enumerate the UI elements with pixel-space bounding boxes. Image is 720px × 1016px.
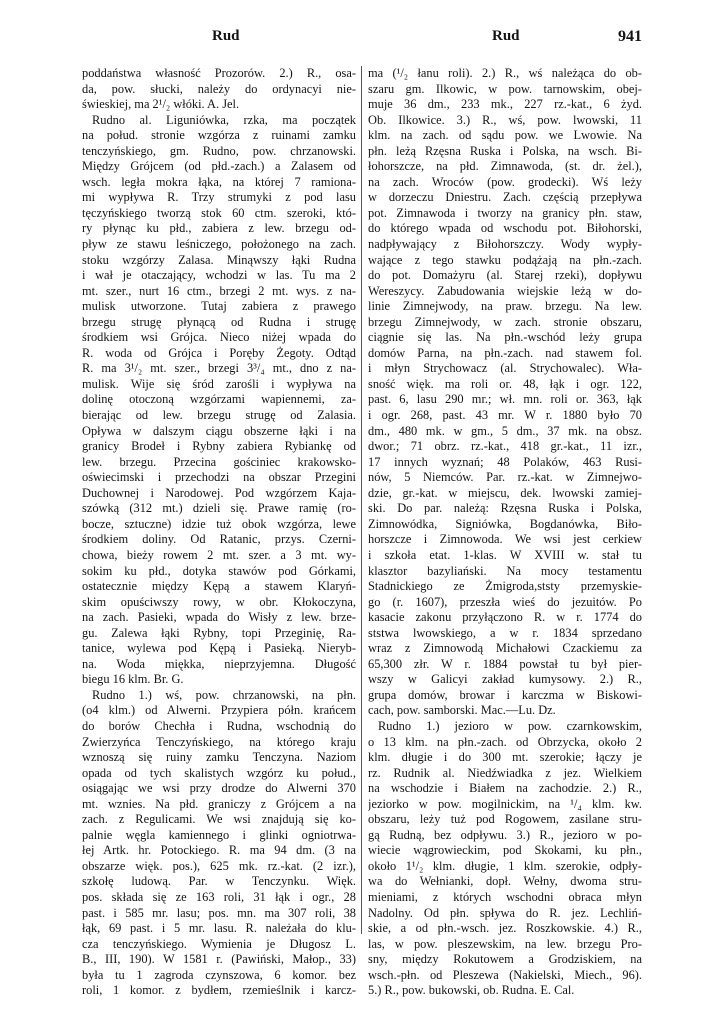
text-line: mulisk utworzone. Tutaj zabiera z prawego: [82, 299, 356, 314]
text-line: gu. Zalewa łąki Rybny, topi Przeginię, Ra-: [82, 625, 356, 640]
text-line: grupa domów, browar i karczma w Biskowi-: [368, 687, 642, 702]
text-line: muje 36 dm., 233 mk., 227 rz.-kat., 6 żyd.: [368, 97, 642, 112]
text-line: mulisk. Wije się śród zarośli i wypływa na: [82, 376, 356, 391]
text-line: wsch.-płn. od Pleszewa (Nakielski, Miech., 96).: [368, 967, 642, 982]
page-number: 941: [618, 28, 642, 45]
page-header: [82, 28, 642, 50]
text-line: wające z tego stawku podążają na płn.-zach.: [368, 252, 642, 267]
text-line: Stadnickiego ze Żmigroda,ststy przemyskie-: [368, 579, 642, 594]
text-line: Rudno 1.) jezioro w pow. czarnkowskim,: [378, 718, 642, 733]
text-line: pływ ze stawu leśniczego, położonego na zach.: [82, 237, 356, 252]
text-line: past. i 585 mr. lasu; pos. mn. ma 307 roli, 38: [82, 905, 356, 920]
text-line: obszarze więk. pos.), 625 mk. rz.-kat. (2 izr.),: [82, 858, 356, 873]
text-line: gą Rudną, bez odpływu. 3.) R., jezioro w po-: [368, 827, 642, 842]
text-line: Duchownej i Narodowej. Pod wzgórzem Kaja-: [82, 485, 356, 500]
text-line: tenczyńskiego, gm. Rudno, pow. chrzanowski.: [82, 143, 356, 158]
text-line: nów, 5 Niemców. Par. rz.-kat. w Zimnejwo-: [368, 470, 642, 485]
text-line: zach. z Regulicami. We wsi znajdują się ko-: [82, 812, 356, 827]
right-column: [368, 66, 642, 999]
text-line: mt. szer., nurt 16 ctm., brzegi 2 mt. wys. z na-: [82, 283, 356, 298]
text-line: bierając od lew. brzegu strugę od Zalasia.: [82, 408, 356, 423]
text-line: Nadolny. Od płn. spływa do R. jez. Lechliń-: [368, 905, 642, 920]
text-line: na połud. stronie wzgórza z ruinami zamku: [82, 128, 356, 143]
text-line: Rudno al. Liguniówka, rzka, ma początek: [92, 112, 356, 127]
text-line: horszcze i Zimnowoda. We wsi jest cerkiew: [368, 532, 642, 547]
text-line: poddaństwa własność Prozorów. 2.) R., osa-: [82, 66, 356, 80]
text-line: linie Zimnejwody, na praw. brzegu. Na lew.: [368, 299, 642, 314]
text-line: pot. Zimnawoda i tworzy na granicy płn. staw,: [368, 205, 642, 220]
text-line: las, w pow. pleszewskim, na lew. brzegu Pro-: [368, 936, 642, 951]
text-line: Zimnowódka, Signiówka, Bogdanówka, Biło-: [368, 516, 642, 531]
text-line: Ob. Ilkowice. 3.) R., wś, pow. lwowski, 11: [368, 112, 642, 127]
text-line: wszy w Galicyi zakład kumysowy. 2.) R.,: [368, 672, 642, 687]
text-line: wa do Wełnianki, dopł. Wełny, dwoma stru-: [368, 874, 642, 889]
text-line: R. woda od Grójca i Poręby Żegoty. Odtąd: [82, 345, 356, 360]
text-line: pos. składa się ze 163 roli, 31 łąk i ogr., 28: [82, 889, 356, 904]
text-line: i wał je otaczający, wchodzi w las. Tu ma 2: [82, 268, 356, 283]
text-line: łohorszcze, na płd. Zimnawoda, (st. dr. żel.),: [368, 159, 642, 174]
text-line: R. ma 3¹/₂ mt. szer., brzegi 3³/₄ mt., dno z na-: [82, 361, 356, 376]
column-divider: [361, 66, 362, 934]
running-head-right: Rud: [492, 28, 520, 44]
text-line: i młyn Strychowacz (al. Strychowalec). Wła-: [368, 361, 642, 376]
text-line: brzegu strugę płynącą od Rudna i strugę: [82, 314, 356, 329]
text-line: da, pow. słucki, należy do ordynacyi nie-: [82, 81, 356, 96]
text-line: 5.) R., pow. bukowski, ob. Rudna. E. Cal.: [368, 983, 575, 998]
text-line: nadpływający z Biłohorszczy. Wody wypły-: [368, 237, 642, 252]
text-line: 17 innych wyznań; 48 Polaków, 463 Rusi-: [368, 454, 642, 469]
text-line: opada od tych skalistych wzgórz ku połud.,: [82, 765, 356, 780]
text-line: B., III, 190). W 1581 r. (Pawiński, Małop., 33): [82, 952, 356, 967]
text-line: palnie węgla kamiennego i glinki ogniotrwa-: [82, 827, 356, 842]
text-line: go (r. 1607), przeszła wieś do jezuitów. Po: [368, 594, 642, 609]
text-line: Opływa w dalszym ciągu obszerne łąki i na: [82, 423, 356, 438]
text-line: mieniami, z których wschodni obraca młyn: [368, 889, 642, 904]
text-line: do pot. Domażyru (al. Starej rzeki), dopływu: [368, 268, 642, 283]
text-line: na. Woda miękka, nieprzyjemna. Długość: [82, 656, 356, 671]
text-line: na zach. Pasieki, wpada do Wisły z lew. brze-: [82, 610, 356, 625]
text-line: dolinę otoczoną wzgórzami wapiennemi, za-: [82, 392, 356, 407]
text-line: 65,300 złr. W r. 1884 powstał tu był pier-: [368, 656, 642, 671]
text-line: ski. Do par. należą: Rzęsna Ruska i Polska,: [368, 501, 642, 516]
text-line: o 13 klm. na płn.-zach. od Obrzycka, około 2: [368, 734, 642, 749]
text-line: dwor.; 71 obrz. rz.-kat., 418 gr.-kat., 11 izr.,: [368, 439, 642, 454]
text-line: i szkoła etat. 1-klas. W XVIII w. stał tu: [368, 547, 642, 562]
text-line: na zach. Wroców (pow. grodecki). Wś leży: [368, 174, 642, 189]
text-line: Wereszycy. Zabudowania wiejskie leżą w do-: [368, 283, 642, 298]
text-line: świeskiej, ma 2¹/₂ włóki. A. Jel.: [82, 97, 240, 112]
text-line: łej Artk. hr. Potockiego. R. ma 94 dm. (3 na: [82, 843, 356, 858]
text-line: dzie, gr.-kat. w miejscu, dek. lwowski zamiej-: [368, 485, 642, 500]
text-line: cach, pow. samborski. Mac.—Lu. Dz.: [368, 703, 556, 718]
text-line: skim opuściwszy rowy, w obr. Kłokoczyna,: [82, 594, 356, 609]
text-line: stoku wzgórzy Zalasa. Minąwszy łąki Rudna: [82, 252, 356, 267]
text-line: rz. Rudnik al. Niedźwiadka z jez. Wielkiem: [368, 765, 642, 780]
text-line: (o4 klm.) od Alwerni. Przypiera półn. krańcem: [82, 703, 356, 718]
text-line: roli, 1 komor. z bydłem, rzemieślnik i karcz-: [82, 983, 356, 998]
text-line: sokim ku płd., dotyka stawów pod Górkami,: [82, 563, 356, 578]
text-line: brzegu Zimnejwody, w zach. stronie obszaru,: [368, 314, 642, 329]
text-line: szówką (312 mt.) dzieli się. Prawe ramię (ro-: [82, 501, 356, 516]
left-column: [82, 66, 356, 999]
text-line: biegu 16 klm. Br. G.: [82, 672, 184, 687]
text-line: klm. na zach. od sądu pow. we Lwowie. Na: [368, 128, 642, 143]
text-line: Zwierzyńca Tenczyńskiego, na którego kraju: [82, 734, 356, 749]
text-line: ststwa lwowskiego, a w r. 1834 sprzedano: [368, 625, 642, 640]
text-line: środkiem doliny. Od Ratanic, przys. Czerni-: [82, 532, 356, 547]
text-line: mi wypływa R. Trzy strumyki z pod lasu: [82, 190, 356, 205]
text-line: oświecimski i przechodzi na obszar Przegini: [82, 470, 356, 485]
text-line: tęczyńskiego tworzą stok 60 ctm. szeroki, któ-: [82, 205, 356, 220]
text-line: bocze, sztuczne) idzie tuż obok wzgórza, lewe: [82, 516, 356, 531]
text-line: wiecie wągrowieckim, pod Skokami, ku płn.,: [368, 843, 642, 858]
text-line: w dorzeczu Dniestru. Zach. częścią przepływa: [368, 190, 642, 205]
running-head-left: Rud: [212, 28, 240, 44]
text-line: ry płynąc ku płd., zabiera z lew. brzegu od-: [82, 221, 356, 236]
text-line: kasacie zakonu przyłączono R. w r. 1774 do: [368, 610, 642, 625]
text-line: do borów Chechła i Rudna, wschodnią do: [82, 718, 356, 733]
text-line: szkołę ludową. Par. w Tenczynku. Więk.: [82, 874, 356, 889]
text-line: Rudno 1.) wś, pow. chrzanowski, na płn.: [92, 687, 356, 702]
text-line: past. 6, lasu 290 mr.; wł. mn. roli or. 363, łąk: [368, 392, 642, 407]
text-line: ostatecznie między Kępą a stawem Klaryń-: [82, 579, 356, 594]
text-line: klasztor bazyliański. Na mocy testamentu: [368, 563, 642, 578]
text-line: była tu 1 zagroda czynszowa, 6 komor. bez: [82, 967, 356, 982]
text-line: na wschodzie i Białem na zachodzie. 2.) R.,: [368, 781, 642, 796]
text-line: i ogr. 268, past. 43 mr. W r. 1880 było 70: [368, 408, 642, 423]
text-line: cza tenczyńskiego. Wymienia je Długosz L.: [82, 936, 356, 951]
text-line: Między Grójcem (od płd.-zach.) a Zalasem od: [82, 159, 356, 174]
text-line: obszaru, leży tuż pod Rogowem, zasilane stru-: [368, 812, 642, 827]
text-line: sny, między Rokutowem a Grodziskiem, na: [368, 952, 642, 967]
text-line: lew. brzegu. Przecina gościniec krakowsko-: [82, 454, 356, 469]
text-line: wraz z Zimnowodą Michałowi Czackiemu za: [368, 641, 642, 656]
text-line: dm., 480 mk. w gm., 5 dm., 37 mk. na obsz.: [368, 423, 642, 438]
text-line: do którego wpada od wschodu pot. Biłohorski,: [368, 221, 642, 236]
text-line: płn. leżą Rzęsna Ruska i Polska, na wsch. Bi-: [368, 143, 642, 158]
text-line: łąk, 69 past. i 5 mr. lasu. R. należała do klu-: [82, 921, 356, 936]
text-line: granicy Brodeł i Rybny zabiera Rybiankę od: [82, 439, 356, 454]
text-line: wsch. legła mokra łąka, na której 7 ramiona-: [82, 174, 356, 189]
text-line: wznoszą się ruiny zamku Tenczyna. Naziom: [82, 750, 356, 765]
text-line: szaru gm. Ilkowic, w pow. tarnowskim, obej-: [368, 81, 642, 96]
text-line: środkiem wsi Grójca. Nieco niżej wpada do: [82, 330, 356, 345]
text-line: domów Parna, na płn.-zach. nad stawem fol.: [368, 345, 642, 360]
text-line: tanice, wylewa pod Kępą i Pasieką. Nieryb-: [82, 641, 356, 656]
text-line: około 1¹/₂ klm. długie, 1 klm. szerokie, odpły-: [368, 858, 642, 873]
text-line: osiągając we wsi przy drodze do Alwerni 370: [82, 781, 356, 796]
text-line: jeziorko w pow. mogilnickim, na ¹/₄ klm. kw.: [368, 796, 642, 811]
text-line: mt. wznies. Na płd. graniczy z Grójcem a na: [82, 796, 356, 811]
text-line: skie, a od płn.-wsch. jez. Roszkowskie. 4.) R.,: [368, 921, 642, 936]
text-line: ciągnie się las. Na płn.-wschód leży grupa: [368, 330, 642, 345]
text-line: chowa, bieży rowem 2 mt. szer. a 3 mt. wy-: [82, 547, 356, 562]
text-line: klm. długie i do 300 mt. szerokie; łączy je: [368, 750, 642, 765]
text-line: sność więk. ma roli or. 48, łąk i ogr. 122,: [368, 376, 642, 391]
text-line: ma (¹/₂ łanu roli). 2.) R., wś należąca do ob-: [368, 66, 642, 80]
